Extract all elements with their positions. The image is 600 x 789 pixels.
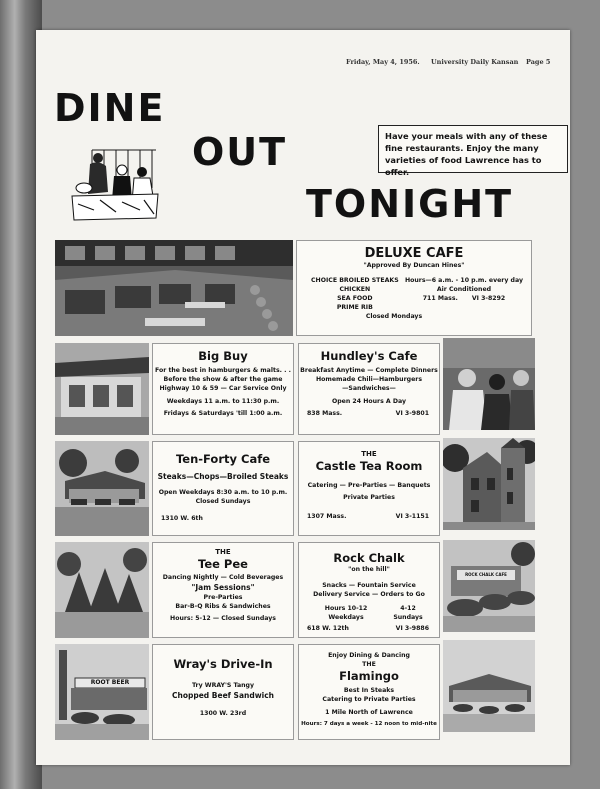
deluxe-cafe-name: DELUXE CAFE bbox=[364, 246, 464, 261]
running-paper-name: University Daily Kansan bbox=[431, 58, 519, 66]
tee-pee-line: Bar-B-Q Ribs & Sandwiches bbox=[175, 603, 271, 610]
hundleys-line: Open 24 Hours A Day bbox=[331, 398, 407, 405]
ten-forty-address: 1310 W. 6th bbox=[161, 515, 203, 522]
tee-pee-line: Dancing Nightly — Cold Beverages bbox=[162, 574, 284, 581]
castle-pre: THE bbox=[361, 450, 377, 458]
deluxe-menu-item: PRIME RIB bbox=[336, 304, 373, 311]
tee-pee-photo bbox=[55, 542, 149, 638]
deluxe-menu-item: CHOICE BROILED STEAKS bbox=[311, 277, 399, 284]
hundleys-phone: VI 3-9801 bbox=[395, 410, 429, 417]
hundleys-cafe-ad bbox=[298, 343, 440, 435]
big-buy-photo bbox=[55, 343, 149, 435]
castle-phone: VI 3-1151 bbox=[395, 513, 429, 520]
headline-dine: DINE bbox=[54, 86, 166, 130]
running-date: Friday, May 4, 1956. bbox=[346, 58, 420, 66]
flamingo-name: Flamingo bbox=[339, 669, 399, 683]
tee-pee-line: Pre-Parties bbox=[203, 594, 243, 601]
castle-line: Private Parties bbox=[343, 494, 395, 501]
rock-chalk-ad bbox=[298, 542, 440, 638]
deluxe-phone: VI 3-8292 bbox=[471, 295, 506, 302]
big-buy-line: Weekdays 11 a.m. to 11:30 p.m. bbox=[166, 398, 280, 405]
castle-line: Catering — Pre-Parties — Banquets bbox=[307, 482, 431, 489]
flamingo-line: Best In Steaks bbox=[343, 687, 395, 694]
big-buy-name: Big Buy bbox=[198, 349, 248, 363]
hundleys-line: Breakfast Anytime — Complete Dinners bbox=[300, 367, 438, 374]
big-buy-line: For the best in hamburgers & malts. . . bbox=[155, 367, 291, 374]
flamingo-line: Catering to Private Parties bbox=[322, 696, 416, 703]
hundleys-name: Hundley's Cafe bbox=[320, 349, 418, 363]
ten-forty-line: Steaks—Chops—Broiled Steaks bbox=[157, 472, 289, 481]
wrays-address: 1300 W. 23rd bbox=[199, 710, 247, 717]
flamingo-line: 1 Mile North of Lawrence bbox=[325, 709, 413, 716]
rock-chalk-line: Delivery Service — Orders to Go bbox=[313, 591, 425, 598]
rock-chalk-sign-text: ROCK CHALK CAFE bbox=[465, 572, 507, 577]
flamingo-ad bbox=[298, 644, 440, 740]
headline-tonight: TONIGHT bbox=[306, 182, 514, 226]
tee-pee-line: "Jam Sessions" bbox=[191, 583, 255, 592]
deluxe-cafe-interior-photo bbox=[55, 240, 293, 336]
flamingo-pre: Enjoy Dining & Dancing bbox=[328, 652, 410, 659]
running-page-number: Page 5 bbox=[526, 58, 551, 66]
big-buy-line: Fridays & Saturdays 'till 1:00 a.m. bbox=[163, 410, 283, 417]
flamingo-photo bbox=[443, 640, 535, 732]
flamingo-line: Hours: 7 days a week - 12 noon to mid-nite bbox=[301, 721, 437, 727]
ten-forty-cafe-ad bbox=[152, 441, 294, 536]
tee-pee-line: Hours: 5-12 — Closed Sundays bbox=[170, 615, 276, 622]
hundleys-diners-photo bbox=[443, 338, 535, 430]
intro-box: Have your meals with any of these fine restaurants. Enjoy the many varieties of food Lawrence has to offer. bbox=[378, 125, 568, 173]
rock-chalk-line: Snacks — Fountain Service bbox=[322, 582, 416, 589]
hundleys-line: —Sandwiches— bbox=[342, 385, 396, 392]
rock-chalk-hours-sundays: 4-12 Sundays bbox=[393, 605, 423, 621]
rock-chalk-cafe-photo bbox=[443, 540, 535, 632]
big-buy-line: Before the show & after the game bbox=[163, 376, 283, 383]
deluxe-menu-item: CHICKEN bbox=[339, 286, 371, 293]
castle-address: 1307 Mass. bbox=[307, 513, 347, 520]
ten-forty-cafe-photo bbox=[55, 441, 149, 536]
headline-out: OUT bbox=[192, 130, 288, 174]
big-buy-ad bbox=[152, 343, 294, 435]
newspaper-page bbox=[36, 30, 570, 765]
deluxe-cafe-ad bbox=[296, 240, 532, 336]
rock-chalk-address: 618 W. 12th bbox=[307, 625, 349, 632]
rock-chalk-phone: VI 3-9886 bbox=[395, 625, 429, 632]
deluxe-air-conditioned: Air Conditioned bbox=[436, 286, 492, 293]
big-buy-line: Highway 10 & 59 — Car Service Only bbox=[159, 385, 287, 392]
flamingo-pre: THE bbox=[362, 661, 376, 668]
diners-illustration bbox=[70, 148, 160, 222]
wrays-line: Try WRAY'S Tangy bbox=[191, 682, 254, 689]
deluxe-hours: Hours—6 a.m. - 10 p.m. every day bbox=[404, 277, 523, 284]
castle-tea-room-ad bbox=[298, 441, 440, 536]
wrays-drive-in-ad bbox=[152, 644, 294, 740]
deluxe-closed: Closed Mondays bbox=[365, 313, 423, 320]
deluxe-menu-item: SEA FOOD bbox=[337, 295, 373, 302]
wrays-name: Wray's Drive-In bbox=[173, 657, 273, 671]
deluxe-address: 711 Mass. bbox=[422, 295, 458, 302]
tee-pee-pre: THE bbox=[215, 548, 231, 556]
rock-chalk-hours-weekdays: Hours 10-12 Weekdays bbox=[324, 605, 368, 621]
ten-forty-line: Open Weekdays 8:30 a.m. to 10 p.m. bbox=[158, 489, 288, 496]
tee-pee-ad bbox=[152, 542, 294, 638]
ten-forty-name: Ten-Forty Cafe bbox=[175, 452, 271, 466]
wrays-sign-text: ROOT BEER bbox=[90, 679, 130, 686]
wrays-drive-in-photo bbox=[55, 644, 149, 740]
rock-chalk-tagline: "on the hill" bbox=[348, 566, 390, 573]
hundleys-address: 838 Mass. bbox=[307, 410, 343, 417]
castle-tea-room-photo bbox=[443, 438, 535, 530]
deluxe-cafe-tagline: "Approved By Duncan Hines" bbox=[363, 262, 465, 269]
rock-chalk-name: Rock Chalk bbox=[333, 551, 405, 565]
hundleys-line: Homemade Chili—Hamburgers bbox=[315, 376, 423, 383]
wrays-line: Chopped Beef Sandwich bbox=[171, 691, 275, 700]
ten-forty-line: Closed Sundays bbox=[195, 498, 251, 505]
tee-pee-name: Tee Pee bbox=[198, 557, 248, 571]
castle-name: Castle Tea Room bbox=[315, 459, 423, 473]
